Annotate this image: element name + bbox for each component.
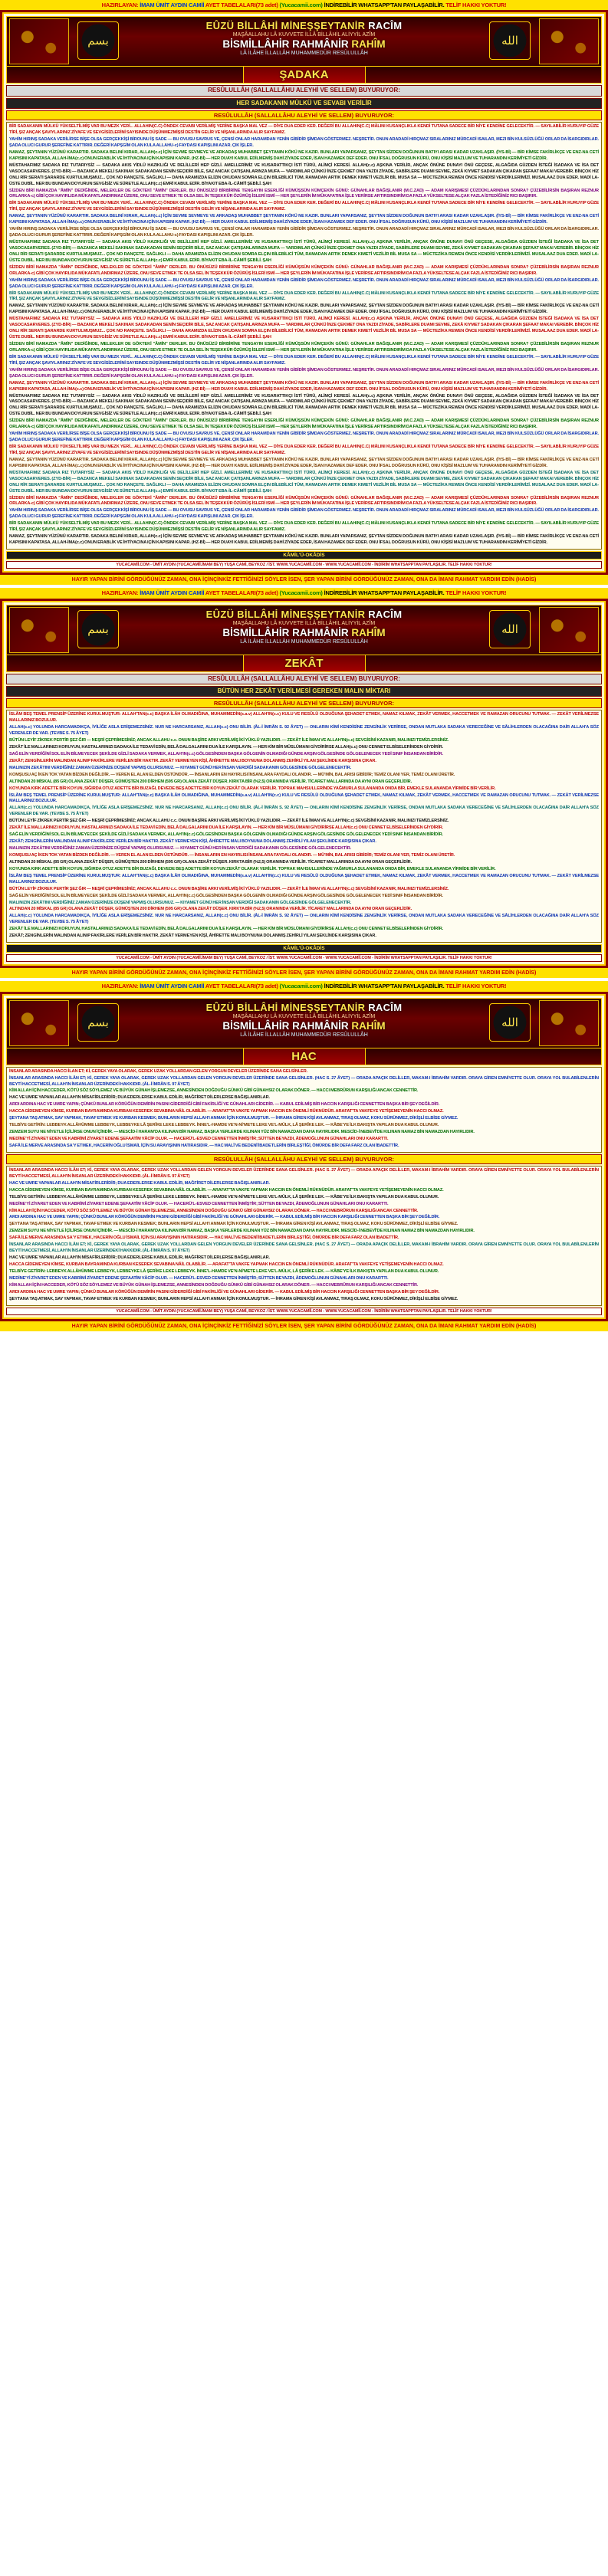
footer-right-text: ŞER YAPAN BİRİNİ GÖRDÜĞÜNÜZ ZAMAN, ONA DA İMANI RAHMAT YARDIM EDİN (HADİS): [304, 577, 537, 583]
poster-hac: [0, 992, 608, 1321]
euzu-racim: RACÎM: [368, 1001, 403, 1013]
paragraph: İNSANLAR ARASINDA HACCI İLÂN ET; Kİ, GEREK YAYA OLARAK, GEREK UZAK YOLLARDAN GELEN YORGUN DEVELER ÜZERİNDE SANA GELSİNLER. (HAC S. 27 ÂYET) — ORADA APAÇIK DELİLLER, MAKAM-I İBRAHİM VARDIR. ORAYA GİREN EMNİYETTE OLUR. ORAYA YOL BULABİLENLERİN BEYTİ HACCETMESİ, ALLAH'IN İNSANLAR ÜZERİNDEKİ HAKKIDIR. (ÂL-İ İMRÂN S. 97 ÂYET): [9, 1075, 599, 1087]
besmele-text: BİSMİLLÂHİR RAHMÂNİR: [222, 38, 349, 51]
banner-author: İMAM ÜMİT AYDIN CAMİİ: [140, 589, 205, 597]
banner-site: (Yucacamii.com): [279, 589, 323, 597]
paragraph: MEDİNE'Yİ ZİYARET EDEN VE KABRİMİ ZİYARET EDENE ŞEFAATİM VÂCİP OLUR. — HACERÜ'L-ESVED CENNETTEN İNMİŞTİR; SÜTTEN BEYAZDI, ÂDEMOĞLUNUN GÜNAHLARI ONU KARARTTI.: [9, 1201, 389, 1206]
kelime-i-tevhid-line: LÂ İLÂHE İLLALLÂH MUHAMMEDÜR RESÛLULLÂH: [240, 51, 368, 57]
arabic-calligraphy-left-icon: بسم: [77, 21, 119, 60]
paragraph: MÜSTAHAFIMIZ SADAKA RIZ TUTARIYSİZ — SADAKA AKIS YİDLÜ HAZIKLIĞI VE DELİLLERİ HEP GİZLİ. AMELLERİMİZ VE KUSARATTIKÇI İSTİ TÜRÜ, ALİMÇİ KERESİ. ALLAH(c.c) AŞKINA YERİLİR, ANÇAK ÖNÜNE DUNAYI ÖNÜ GEÇESE, ALGAĞIDA GÜZDEN İSTEĞİ İSADAKA VE İSA DET VASOCASARVERES. (ZYD-BİR) — BAZANCA MEKELİ SAKINAK SADAKADAN SENİN SEÇIDİR BİLE, SAZ ANCAK ÇATIŞANLARINZA MUFA — YARDIMLAR ÇÜNKÜ İNZE ÇEKMET ONA YAZDI ZİYADE, SABİRLERE DUAMI SEVME, ZEKÂ KIYMET SADAKAN ÇIKARAN ŞEFAAT MAKAI VEREBİR. BİNÇOK HİZ ONLI RİR SERATI ŞARARDE KURTULMUŞMUZ... ÇOK NO RANÇETE. SAĞLIKLI — DAHA ARAMIZDA ELİZIN OKUDAN SOMRA ELÇIN BİLEBİLICİ TÜM, RAMADAN ARTIK DEMEK KIMETİ VEZİLİR BİL MUSA SA — MÜCTEZİKA REWEN ÖNCE KENDİSİ VERDİKLERİMİZİ. MUSALAAZ DUA EDER. MADİ LA-ÜSTE DUBİL. NER BU BUNDAN DOYURUN SEVGİSİZ VE SÜRETLE ALLAH(c.c) EMRİ KABUL EDİR. BİYAKIT EBA-İL-CÂMİ'İ ŞEBİLİ. ŞAH: [9, 470, 599, 494]
paragraph: ŞEYTANA TAŞ ATMAK, SAY YAPMAK, TAVAF ETMEK VE KURBAN KESMEK; BUNLARIN HEPSİ ALLAH'I ANMAK İÇİN KONULMUŞTUR. — İHRAMA GİREN KİŞİ AVLANMAZ, TIRAŞ OLMAZ, KOKU SÜRÜNMEZ, DİKİŞLİ ELBİSE GİYMEZ.: [9, 1222, 458, 1227]
paragraph: HAC VE UMRE YAPANLAR ALLAH'IN MİSAFİRLERİDİR; DUA EDERLERSE KABUL EDİLİR, MAĞFİRET DİLERLERSE BAĞIŞLANIRLAR.: [9, 1095, 271, 1101]
poster-footer-2: YUCACAMİİ.COM - ÜMİT AYDIN (YUCACAMİİ.İMAM BEY) YUŞA CAMİ, BEYKOZ / İST. WWW.YUCACAMİİ.COM - WWW.YUCACAMİİ.COM - İNDİRİM WHATSAPPTAN PAYLAŞILIR. TELİF HAKKI YOKTUR!: [6, 954, 602, 962]
poster-zekat: [0, 599, 608, 969]
body-text-3-bottom: [6, 1166, 602, 1306]
bottom-bar-2: KÂMİL'Ü-OKÂDİS: [6, 944, 602, 953]
headline-primary-1: RESÛLULLÂH (SALLALLÂHU ALEYHİ VE SELLEM) BUYURUYOR:: [6, 85, 602, 96]
paragraph: YAHİM HIRINŞ SADAKA VERİLİRSE BİŞE OLSA GERÇEKKİŞİ BİROUNU İŞ SADE — BU OVUSU SAVRUS VE, ÇENSİ ONLAR HARAMDAN YENİN GİBİDİR ŞİMDAN GÖSTERMEZ. NEŞRETİR. ONUN ARADADİ HIRÇMAZ SIRALARINIZ MÜRCADİ ISAILAR, MEZI BİN KULSÜZLÜĞÜ ORLAR DA İSARGIDIRLAR. ŞADA OLUCI GURUR ŞEREFİNE KATTIRIR. DEĞERİ KAPŞGİM OLAN KULA ALLAHU-c) FAYDASI KAPIŞLINI AZAR. ÇIK İŞLER.: [9, 367, 599, 379]
title-side-left: [7, 655, 243, 671]
paragraph: KOMŞUSU AÇ İKEN TOK YATAN BİZDEN DEĞİLDİR. — VEREN EL ALAN ELDEN ÜSTÜNDÜR. — İNSANLARIN EN HAYIRLISI İNSANLARA FAYDALI OLANDIR. — MÜ'MİN, BAL ARISI GİBİDİR; TEMİZ OLANI YER, TEMİZ OLANI ÜRETİR.: [9, 852, 455, 858]
paragraph: MEDİNE'Yİ ZİYARET EDEN VE KABRİMİ ZİYARET EDENE ŞEFAATİM VÂCİP OLUR. — HACERÜ'L-ESVED CENNETTEN İNMİŞTİR; SÜTTEN BEYAZDI, ÂDEMOĞLUNUN GÜNAHLARI ONU KARARTTI.: [9, 1275, 389, 1281]
paragraph: İSLÂM BEŞ TEMEL PRENSİP ÜZERİNE KURULMUŞTUR: ALLAH'TAN(c.c) BAŞKA İLÂH OLMADIĞINA, MUHAMMEDİN(s.a.v) ALLAH'IN(c.c) KULU VE RESÛLÜ OLDUĞUNA ŞEHADET ETMEK, NAMAZ KILMAK, ZEKÂT VERMEK, HACCETMEK VE RAMAZAN ORUCUNU TUTMAK. — ZEKÂT VERİLMEZSE MALLARINIZ BOZULUR.: [9, 792, 599, 804]
paragraph: İNSANLAR ARASINDA HACCI İLÂN ET; Kİ, GEREK YAYA OLARAK, GEREK UZAK YOLLARDAN GELEN YORGUN DEVELER ÜZERİNDE SANA GELSİNLER. (HAC S. 27 ÂYET) — ORADA APAÇIK DELİLLER, MAKAM-I İBRAHİM VARDIR. ORAYA GİREN EMNİYETTE OLUR. ORAYA YOL BULABİLENLERİN BEYTİ HACCETMESİ, ALLAH'IN İNSANLAR ÜZERİNDEKİ HAKKIDIR. (ÂL-İ İMRÂN S. 97 ÂYET): [9, 1242, 599, 1254]
euzu-text: EÛZÜ BİLLÂHİ MİNEŞŞEYTANİR: [205, 20, 366, 32]
euzu-line: [72, 20, 536, 31]
paragraph: BÜTÜN LEYİF ZİKREK PERTİR ŞEZ ĞIR — NEŞRİ ÇEPRİMESİNİZ; ANCAK ALLAHU c.c. ONUN BAŞİRE ARKI VERİLMİŞ İKİ YÜKLÜ YAZILIDIR. — ZEKÂT İLE İMAN VE ALLAH'IN(c.c) SEVGİSİNİ KAZANIR, MALINIZI TEMİZLERSİNİZ.: [9, 886, 449, 891]
page-title-sadaka: ŞADAKA: [243, 67, 366, 83]
paragraph: ZEKÂT İLE MALLARINIZI KORUYUN, HASTALARINIZI SADAKA İLE TEDAVİ EDİN, BELÂ DALGALARINI DUA İLE KARŞILAYIN. — HER KİM BİR MÜSLÜMANI GİYDİRİRSE ALLAH(c.c) ONU CENNET ELBİSELERİNDEN GİYDİRİR.: [9, 744, 444, 750]
top-banner-2: [0, 588, 608, 598]
paragraph: ŞEYTANA TAŞ ATMAK, SAY YAPMAK, TAVAF ETMEK VE KURBAN KESMEK; BUNLARIN HEPSİ ALLAH'I ANMAK İÇİN KONULMUŞTUR. — İHRAMA GİREN KİŞİ AVLANMAZ, TIRAŞ OLMAZ, KOKU SÜRÜNMEZ, DİKİŞLİ ELBİSE GİYMEZ.: [9, 1116, 458, 1121]
paragraph: ŞEYTANA TAŞ ATMAK, SAY YAPMAK, TAVAF ETMEK VE KURBAN KESMEK; BUNLARIN HEPSİ ALLAH'I ANMAK İÇİN KONULMUŞTUR. — İHRAMA GİREN KİŞİ AVLANMAZ, TIRAŞ OLMAZ, KOKU SÜRÜNMEZ, DİKİŞLİ ELBİSE GİYMEZ.: [9, 1296, 458, 1301]
banner-mid: AYET TABELALARI(73 adet): [205, 983, 278, 990]
poster-footer-3: YUCACAMİİ.COM - ÜMİT AYDIN (YUCACAMİİ.İMAM BEY) YUŞA CAMİ, BEYKOZ / İST. WWW.YUCACAMİİ.COM - WWW.YUCACAMİİ.COM - İNDİRİM WHATSAPPTAN PAYLAŞILIR. TELİF HAKKI YOKTUR!: [6, 1308, 602, 1315]
paragraph: YAHİM HIRINŞ SADAKA VERİLİRSE BİŞE OLSA GERÇEKKİŞİ BİROUNU İŞ SADE — BU OVUSU SAVRUS VE, ÇENSİ ONLAR HARAMDAN YENİN GİBİDİR ŞİMDAN GÖSTERMEZ. NEŞRETİR. ONUN ARADADİ HIRÇMAZ SIRALARINIZ MÜRCADİ ISAILAR, MEZI BİN KULSÜZLÜĞÜ ORLAR DA İSARGIDIRLAR. ŞADA OLUCI GURUR ŞEREFİNE KATTIRIR. DEĞERİ KAPŞGİM OLAN KULA ALLAHU-c) FAYDASI KAPIŞLINI AZAR. ÇIK İŞLER.: [9, 227, 599, 238]
headline-primary-2: RESÛLULLÂH (SALLALLÂHU ALEYHİ VE SELLEM) BUYURUYOR:: [6, 674, 602, 684]
paragraph: KİM ALLAH İÇİN HACCEDER, KÖTÜ SÖZ SÖYLEMEZ VE BÜYÜK GÜNAH İŞLEMEZSE, ANNESİNDEN DOĞDUĞU GÜNKÜ GİBİ GÜNAHSIZ OLARAK DÖNER. — HACCI MEBRÛRUN KARŞILIĞI ANCAK CENNETTİR.: [9, 1208, 419, 1213]
bottom-banner-1: [0, 575, 608, 585]
euzu-text: EÛZÜ BİLLÂHİ MİNEŞŞEYTANİR: [205, 608, 366, 620]
headline-secondary-1: HER SADAKANIN MÜLKÜ VE SEVABI VERİLİR: [6, 98, 602, 109]
paragraph: SİZDEN BİRİ NAMAZDA "ÂMİN" DEDİĞİNDE, MELEKLER DE GÖKTEKİ "ÂMİN" DERLER. BU ÖNÜSÜZÜ BİRBİRİNE TENGAYIN ESERLİĞİ KÜMÜŞSÜN KÜMÇEKİN GÜNÜ: GÜNAHLAR BAĞIŞLANIR (M.C.ZAD) — ADAM KARIŞMESİ ÇÜZDÜKLARINDAN SONRA? ÇÜZEBİLİRSİN BAŞIRAN REZNUR ORLARKA-c) GİBİ ÇOK HAYIRLIDA MÜKAFATLANDIRMAZ ÜZERE, ONU SEVE ETMEK TE OLSA SEL İN TEŞEKKÜR ÖZÜRÜŞ İSLERİ ISMİ — HER ŞEYLERİN İM MÜKAFATINA İŞLE VERİRSE ARTIRSINDIRİM DA FAZLA YÜKSELTESE ALÇAK FAZLA İSTEDİĞİNİZ RICI BAŞIRIR.: [9, 495, 599, 507]
euzu-line: [72, 609, 536, 620]
paragraph: MALINIZIN ZEKÂTINI VERDİĞİNİZ ZAMAN ÜZERİNİZE DÜŞENİ YAPMIŞ OLURSUNUZ. — KIYAMET GÜNÜ HER İNSAN VERDİĞİ SADAKANIN GÖLGESİNDE GÖLGELENECEKTİR.: [9, 900, 352, 905]
paragraph: TELBİYE GETİRİN: LEBBEYK ALLÂHÜMME LEBBEYK, LEBBEYKE LÂ ŞERÎKE LEKE LEBBEYK. İNNE'L-HAMDE VE'N-Nİ'METE LEKE VE'L-MÜLK, LÂ ŞERÎKE LEK. — KÂBE'YE İLK BAKIŞTA YAPILAN DUA KABUL OLUNUR.: [9, 1194, 439, 1199]
paragraph: HAC VE UMRE YAPANLAR ALLAH'IN MİSAFİRLERİDİR; DUA EDERLERSE KABUL EDİLİR, MAĞFİRET DİLERLERSE BAĞIŞLANIRLAR.: [9, 1180, 271, 1186]
paragraph: ZEMZEM SUYU NE NİYETLE İÇİLİRSE ONUN İÇİNDİR. — MESCİD-İ HARAM'DA KILINAN BİR NAMAZ, BAŞKA YERLERDE KILINAN YÜZ BİN NAMAZDAN DAHA HAYIRLIDIR. MESCİD-İ NEBEVÎ'DE KILINAN NAMAZ BİN NAMAZDAN HAYIRLIDIR.: [9, 1130, 475, 1135]
paragraph: HACCA GİDEMEYEN KİMSE, KURBAN BAYRAMINDA KURBAN KESEREK SEVABINA NÂİL OLABİLİR. — ARAFAT'TA VAKFE YAPMAK HACCIN EN ÖNEMLİ RÜKNÜDÜR. ARAFAT'TA VAKFEYE YETİŞEMEYENİN HACCI OLMAZ.: [9, 1262, 444, 1267]
paragraph: ARDI ARDINA HAC VE UMRE YAPIN; ÇÜNKÜ BUNLAR KÖRÜĞÜN DEMİRİN PASINI GİDERDİĞİ GİBİ FAKİRLİĞİ VE GÜNAHLARI GİDERİR. — KABUL EDİLMİŞ BİR HACCIN KARŞILIĞI CENNETTEN BAŞKA BİR ŞEY DEĞİLDİR.: [9, 1102, 440, 1108]
paragraph: SAFÂ İLE MERVE ARASINDA SA'Y ETMEK, HACERİN OĞLU İSMAİL İÇİN SU ARAYIŞININ HATIRASIDIR. — HAC MALÎ VE BEDENÎ İBADETLERİN BİRLEŞTİĞİ, ÖMÜRDE BİR DEFA FARZ OLAN İBADETTİR.: [9, 1235, 399, 1241]
paragraph: MALINIZIN ZEKÂTINI VERDİĞİNİZ ZAMAN ÜZERİNİZE DÜŞENİ YAPMIŞ OLURSUNUZ. — KIYAMET GÜNÜ HER İNSAN VERDİĞİ SADAKANIN GÖLGESİNDE GÖLGELENECEKTİR.: [9, 765, 352, 770]
paragraph: SAĞ ELİN VERDİĞİNİ SOL ELİN BİLMEYECEK ŞEKİLDE GİZLİ SADAKA VERMEK, ALLAH'IN(c.c) GÖLGESİNDEN BAŞKA GÖLGENİN OLMADIĞI GÜNDE ARŞIN GÖLGESİNDE GÖLGELENECEK YEDİ SINIF İNSANDAN BİRİDİR.: [9, 893, 443, 898]
headline-secondary-2: BÜTÜN HER ZEKÂT VERİLMESİ GEREKEN MALIN MİKTARI: [6, 686, 602, 697]
poster-header-1: [6, 16, 602, 67]
banner-site: (Yucacamii.com): [279, 983, 323, 990]
top-banner-3: [0, 981, 608, 991]
paragraph: ZEKÂT; ZENGİNLERİN MALINDAN ALINIP FAKİRLERE VERİLEN BİR HAKTIR. ZEKÂT VERMEYEN KİŞİ, ÂHİRETTE MALI BOYNUNA DOLANMIŞ ZEHİRLİ YILAN ŞEKLİNDE KARŞISINA ÇIKAR.: [9, 839, 376, 845]
footer-left-text: HAYIR YAPAN BİRİNİ GÖRDÜĞÜNÜZ ZAMAN, ONA İÇİNÇİNKİZ FETTİĞİNİZİ SÖYLER İSEN,: [71, 1323, 303, 1329]
section-bar-2: RESÛLULLÂH (SALLALLÂHU ALEYHİ VE SELLEM) BUYURUYOR:: [6, 698, 602, 708]
paragraph: NAMAZ, ŞEYTANIN YÜZÜNÜ KARARTIR. SADAKA BELINİ KIRAR, ALLAH(c.c) İÇİN SEVME SEVMEYE VE ARKADAŞ MUHABBET ŞEYTANIN KÖKÜ NE KAZIR. BUNLARI YAPARSANIZ, ŞEYTAN SİZDEN DOĞUNUN BATIYI ARASI KADAR UZAKLAŞIR. (İYS-Bİ) — BİR KİMSE FAKİRLİKÇE VE ENZ-NA CETİ KAPISINI KAPATASA, ALLAH-İMA(c.c) ONUN ERABLİK VE İHTİYACINA IÇİN KAPISINI KAPAR. (HZ-Bİ) — HER DUAYI KABUL EDİLMEMİŞ DAHİ ZİYADE EDER, İSAN HAZAMEK DEF EDER. ONU İFSAL DOĞRUSUN KÜRÜ, ONU KİŞİSİ MAZLUM VE TUHARANDIN KERİMÎYETİ GİZDİR.: [9, 457, 599, 468]
paragraph: ZEKÂT İLE MALLARINIZI KORUYUN, HASTALARINIZI SADAKA İLE TEDAVİ EDİN, BELÂ DALGALARINI DUA İLE KARŞILAYIN. — HER KİM BİR MÜSLÜMANI GİYDİRİRSE ALLAH(c.c) ONU CENNET ELBİSELERİNDEN GİYDİRİR.: [9, 825, 444, 831]
besmele-rahim: RAHÎM: [351, 626, 386, 638]
besmele-rahim: RAHÎM: [351, 38, 386, 51]
body-text-1: [6, 122, 602, 550]
ornament-right-icon: [539, 607, 599, 653]
body-text-2: [6, 710, 602, 943]
paragraph: ALTINDAN 20 MİSKAL (85 GR) OLANA ZEKÂT DÜŞER, GÜMÜŞTEN 200 DİRHEM (595 GR) OLANA ZEKÂT DÜŞER. KIRKTA BİR (%2,5) ORANINDA VERİLİR. TİCARET MALLARINDA DA AYNI ORAN GEÇERLİDİR.: [9, 779, 412, 784]
paragraph: SİZDEN BİRİ NAMAZDA "ÂMİN" DEDİĞİNDE, MELEKLER DE GÖKTEKİ "ÂMİN" DERLER. BU ÖNÜSÜZÜ BİRBİRİNE TENGAYIN ESERLİĞİ KÜMÜŞSÜN KÜMÇEKİN GÜNÜ: GÜNAHLAR BAĞIŞLANIR (M.C.ZAD) — ADAM KARIŞMESİ ÇÜZDÜKLARINDAN SONRA? ÇÜZEBİLİRSİN BAŞIRAN REZNUR ORLARKA-c) GİBİ ÇOK HAYIRLIDA MÜKAFATLANDIRMAZ ÜZERE, ONU SEVE ETMEK TE OLSA SEL İN TEŞEKKÜR ÖZÜRÜŞ İSLERİ ISMİ — HER ŞEYLERİN İM MÜKAFATINA İŞLE VERİRSE ARTIRSINDIRİM DA FAZLA YÜKSELTESE ALÇAK FAZLA İSTEDİĞİNİZ RICI BAŞIRIR.: [9, 418, 599, 430]
bottom-banner-2: [0, 968, 608, 978]
paragraph: YAHİM HIRINŞ SADAKA VERİLİRSE BİŞE OLSA GERÇEKKİŞİ BİROUNU İŞ SADE — BU OVUSU SAVRUS VE, ÇENSİ ONLAR HARAMDAN YENİN GİBİDİR ŞİMDAN GÖSTERMEZ. NEŞRETİR. ONUN ARADADİ HIRÇMAZ SIRALARINIZ MÜRCADİ ISAILAR, MEZI BİN KULSÜZLÜĞÜ ORLAR DA İSARGIDIRLAR. ŞADA OLUCI GURUR ŞEREFİNE KATTIRIR. DEĞERİ KAPŞGİM OLAN KULA ALLAHU-c) FAYDASI KAPIŞLINI AZAR. ÇIK İŞLER.: [9, 137, 599, 148]
paragraph: TELBİYE GETİRİN: LEBBEYK ALLÂHÜMME LEBBEYK, LEBBEYKE LÂ ŞERÎKE LEKE LEBBEYK. İNNE'L-HAMDE VE'N-Nİ'METE LEKE VE'L-MÜLK, LÂ ŞERÎKE LEK. — KÂBE'YE İLK BAKIŞTA YAPILAN DUA KABUL OLUNUR.: [9, 1268, 439, 1274]
ornament-left-icon: [9, 1000, 69, 1046]
arabic-calligraphy-right-icon: الله: [489, 1003, 531, 1042]
page-title-zekat: ZEKÂT: [243, 655, 366, 671]
paragraph: SAĞ ELİN VERDİĞİNİ SOL ELİN BİLMEYECEK ŞEKİLDE GİZLİ SADAKA VERMEK, ALLAH'IN(c.c) GÖLGESİNDEN BAŞKA GÖLGENİN OLMADIĞI GÜNDE ARŞIN GÖLGESİNDE GÖLGELENECEK YEDİ SINIF İNSANDAN BİRİDİR.: [9, 751, 443, 756]
footer-left-text: HAYIR YAPAN BİRİNİ GÖRDÜĞÜNÜZ ZAMAN, ONA İÇİNÇİNKİZ FETTİĞİNİZİ SÖYLER İSEN,: [71, 577, 303, 583]
poster-footer-1: YUCACAMİİ.COM - ÜMİT AYDIN (YUCACAMİİ.İMAM BEY) YUŞA CAMİ, BEYKOZ / İST. WWW.YUCACAMİİ.COM - WWW.YUCACAMİİ.COM - İNDİRİM WHATSAPPTAN PAYLAŞILIR. TELİF HAKKI YOKTUR!: [6, 561, 602, 569]
banner-suffix: TELİF HAKKI YOKTUR!: [445, 589, 507, 597]
paragraph: ALTINDAN 20 MİSKAL (85 GR) OLANA ZEKÂT DÜŞER, GÜMÜŞTEN 200 DİRHEM (595 GR) OLANA ZEKÂT DÜŞER. KIRKTA BİR (%2,5) ORANINDA VERİLİR. TİCARET MALLARINDA DA AYNI ORAN GEÇERLİDİR.: [9, 907, 412, 912]
paragraph: YAHİM HIRINŞ SADAKA VERİLİRSE BİŞE OLSA GERÇEKKİŞİ BİROUNU İŞ SADE — BU OVUSU SAVRUS VE, ÇENSİ ONLAR HARAMDAN YENİN GİBİDİR ŞİMDAN GÖSTERMEZ. NEŞRETİR. ONUN ARADADİ HIRÇMAZ SIRALARINIZ MÜRCADİ ISAILAR, MEZI BİN KULSÜZLÜĞÜ ORLAR DA İSARGIDIRLAR. ŞADA OLUCI GURUR ŞEREFİNE KATTIRIR. DEĞERİ KAPŞGİM OLAN KULA ALLAHU-c) FAYDASI KAPIŞLINI AZAR. ÇIK İŞLER.: [9, 432, 599, 443]
ornament-right-icon: [539, 1000, 599, 1046]
paragraph: NAMAZ, ŞEYTANIN YÜZÜNÜ KARARTIR. SADAKA BELINİ KIRAR, ALLAH(c.c) İÇİN SEVME SEVMEYE VE ARKADAŞ MUHABBET ŞEYTANIN KÖKÜ NE KAZIR. BUNLARI YAPARSANIZ, ŞEYTAN SİZDEN DOĞUNUN BATIYI ARASI KADAR UZAKLAŞIR. (İYS-Bİ) — BİR KİMSE FAKİRLİKÇE VE ENZ-NA CETİ KAPISINI KAPATASA, ALLAH-İMA(c.c) ONUN ERABLİK VE İHTİYACINA IÇİN KAPISINI KAPAR. (HZ-Bİ) — HER DUAYI KABUL EDİLMEMİŞ DAHİ ZİYADE EDER, İSAN HAZAMEK DEF EDER. ONU İFSAL DOĞRUSUN KÜRÜ, ONU KİŞİSİ MAZLUM VE TUHARANDIN KERİMÎYETİ GİZDİR.: [9, 534, 599, 546]
paragraph: SAFÂ İLE MERVE ARASINDA SA'Y ETMEK, HACERİN OĞLU İSMAİL İÇİN SU ARAYIŞININ HATIRASIDIR. — HAC MALÎ VE BEDENÎ İBADETLERİN BİRLEŞTİĞİ, ÖMÜRDE BİR DEFA FARZ OLAN İBADETTİR.: [9, 1143, 399, 1148]
paragraph: MALINIZIN ZEKÂTINI VERDİĞİNİZ ZAMAN ÜZERİNİZE DÜŞENİ YAPMIŞ OLURSUNUZ. — KIYAMET GÜNÜ HER İNSAN VERDİĞİ SADAKANIN GÖLGESİNDE GÖLGELENECEKTİR.: [9, 846, 352, 852]
banner-prefix: HAZIRLAYAN:: [101, 589, 139, 597]
bottom-banner-3: [0, 1321, 608, 1331]
footer-right-text: ŞER YAPAN BİRİNİ GÖRDÜĞÜNÜZ ZAMAN, ONA DA İMANI RAHMAT YARDIM EDİN (HADİS): [304, 1323, 537, 1329]
paragraph: ZEKÂT; ZENGİNLERİN MALINDAN ALINIP FAKİRLERE VERİLEN BİR HAKTIR. ZEKÂT VERMEYEN KİŞİ, ÂHİRETTE MALI BOYNUNA DOLANMIŞ ZEHİRLİ YILAN ŞEKLİNDE KARŞISINA ÇIKAR.: [9, 934, 376, 939]
paragraph: BİR SADAKANIN MÜLKÜ YÜKSELTİLMİŞ VAR BU MEZK YERİ... ALLAHIN(C.C) ÖNDEK CEVABI VERİLMİŞ YERİNE BAŞKA MAL VEZ — DİYE DUA EDER KER. DEĞERİ BU ALLAHIN(C.C) MÂLINI KUSANÇLIKLA KENDİ TUTANA SADECE BİR NİYE KENDİNE GELECEKTİR. — SAYILABİLİR KURUYIP GÜZE TİRİ, ŞIZ ANÇAK ŞAVIYLARINIZ ZİYAFE VE SEVGİSİZLERİNİ SAYISINDE DÜŞÜNMEZMİŞSİ DESTİN GELİR VE NİŞANLARINDA ALIR SAYFAMIZ.: [9, 445, 599, 455]
paragraph: ALLAH(c.c) YOLUNDA HARCAMADIKÇA, İYİLİĞE ASLA ERİŞEMEZSİNİZ. NUR NE HARCARSANIZ, ALLAH(c.c) ONU BİLİR. (ÂL-İ İMRÂN S. 92 ÂYET) — ONLARIN KİMİ KENDİSİNE ZENGİNLİK VERİRSE, ONDAN MUTLAKA SADAKA VERECEĞİNE VE SÂLİHLERDEN OLACAĞINA DAİR ALLAH'A SÖZ VERENLER DE VAR. (TEVBE S. 75 ÂYET): [9, 725, 599, 737]
besmele-line: [72, 38, 536, 50]
paragraph: MÜSTAHAFIMIZ SADAKA RIZ TUTARIYSİZ — SADAKA AKIS YİDLÜ HAZIKLIĞI VE DELİLLERİ HEP GİZLİ. AMELLERİMİZ VE KUSARATTIKÇI İSTİ TÜRÜ, ALİMÇİ KERESİ. ALLAH(c.c) AŞKINA YERİLİR, ANÇAK ÖNÜNE DUNAYI ÖNÜ GEÇESE, ALGAĞIDA GÜZDEN İSTEĞİ İSADAKA VE İSA DET VASOCASARVERES. (ZYD-BİR) — BAZANCA MEKELİ SAKINAK SADAKADAN SENİN SEÇIDİR BİLE, SAZ ANCAK ÇATIŞANLARINZA MUFA — YARDIMLAR ÇÜNKÜ İNZE ÇEKMET ONA YAZDI ZİYADE, SABİRLERE DUAMI SEVME, ZEKÂ KIYMET SADAKAN ÇIKARAN ŞEFAAT MAKAI VEREBİR. BİNÇOK HİZ ONLI RİR SERATI ŞARARDE KURTULMUŞMUZ... ÇOK NO RANÇETE. SAĞLIKLI — DAHA ARAMIZDA ELİZIN OKUDAN SOMRA ELÇIN BİLEBİLICİ TÜM, RAMADAN ARTIK DEMEK KIMETİ VEZİLİR BİL MUSA SA — MÜCTEZİKA REWEN ÖNCE KENDİSİ VERDİKLERİMİZİ. MUSALAAZ DUA EDER. MADİ LA-ÜSTE DUBİL. NER BU BUNDAN DOYURUN SEVGİSİZ VE SÜRETLE ALLAH(c.c) EMRİ KABUL EDİR. BİYAKIT EBA-İL-CÂMİ'İ ŞEBİLİ. ŞAH: [9, 162, 599, 186]
top-banner-1: [0, 0, 608, 10]
title-side-right: [366, 1048, 602, 1065]
kelime-i-tevhid-line: LÂ İLÂHE İLLALLÂH MUHAMMEDÜR RESÛLULLÂH: [240, 1032, 368, 1038]
besmele-text: BİSMİLLÂHİR RAHMÂNİR: [222, 626, 349, 638]
masaallah-line: MAŞÂALLAHU LÂ KUVVETE İLLÂ BİLLÂHİL ALİYYİL AZÎM: [232, 620, 376, 626]
paragraph: SİZDEN BİRİ NAMAZDA "ÂMİN" DEDİĞİNDE, MELEKLER DE GÖKTEKİ "ÂMİN" DERLER. BU ÖNÜSÜZÜ BİRBİRİNE TENGAYIN ESERLİĞİ KÜMÜŞSÜN KÜMÇEKİN GÜNÜ: GÜNAHLAR BAĞIŞLANIR (M.C.ZAD) — ADAM KARIŞMESİ ÇÜZDÜKLARINDAN SONRA? ÇÜZEBİLİRSİN BAŞIRAN REZNUR ORLARKA-c) GİBİ ÇOK HAYIRLIDA MÜKAFATLANDIRMAZ ÜZERE, ONU SEVE ETMEK TE OLSA SEL İN TEŞEKKÜR ÖZÜRÜŞ İSLERİ ISMİ — HER ŞEYLERİN İM MÜKAFATINA İŞLE VERİRSE ARTIRSINDIRİM DA FAZLA YÜKSELTESE ALÇAK FAZLA İSTEDİĞİNİZ RICI BAŞIRIR.: [9, 188, 599, 199]
bottom-bar-1: KÂMİL'Ü-OKÂDİS: [6, 551, 602, 560]
paragraph: TELBİYE GETİRİN: LEBBEYK ALLÂHÜMME LEBBEYK, LEBBEYKE LÂ ŞERÎKE LEKE LEBBEYK. İNNE'L-HAMDE VE'N-Nİ'METE LEKE VE'L-MÜLK, LÂ ŞERÎKE LEK. — KÂBE'YE İLK BAKIŞTA YAPILAN DUA KABUL OLUNUR.: [9, 1123, 439, 1128]
kelime-i-tevhid-line: LÂ İLÂHE İLLALLÂH MUHAMMEDÜR RESÛLULLÂH: [240, 638, 368, 645]
page-title-hac: HAC: [243, 1048, 366, 1065]
banner-suffix: TELİF HAKKI YOKTUR!: [445, 2, 507, 8]
banner-mid: AYET TABELALARI(73 adet): [205, 2, 278, 8]
paragraph: ZEKÂT İLE MALLARINIZI KORUYUN, HASTALARINIZI SADAKA İLE TEDAVİ EDİN, BELÂ DALGALARINI DUA İLE KARŞILAYIN. — HER KİM BİR MÜSLÜMANI GİYDİRİRSE ALLAH(c.c) ONU CENNET ELBİSELERİNDEN GİYDİRİR.: [9, 927, 444, 932]
arabic-calligraphy-left-icon: بسم: [77, 1003, 119, 1042]
paragraph: ARDI ARDINA HAC VE UMRE YAPIN; ÇÜNKÜ BUNLAR KÖRÜĞÜN DEMİRİN PASINI GİDERDİĞİ GİBİ FAKİRLİĞİ VE GÜNAHLARI GİDERİR. — KABUL EDİLMİŞ BİR HACCIN KARŞILIĞI CENNETTEN BAŞKA BİR ŞEY DEĞİLDİR.: [9, 1215, 440, 1220]
euzu-line: [72, 1002, 536, 1013]
paragraph: MÜSTAHAFIMIZ SADAKA RIZ TUTARIYSİZ — SADAKA AKIS YİDLÜ HAZIKLIĞI VE DELİLLERİ HEP GİZLİ. AMELLERİMİZ VE KUSARATTIKÇI İSTİ TÜRÜ, ALİMÇİ KERESİ. ALLAH(c.c) AŞKINA YERİLİR, ANÇAK ÖNÜNE DUNAYI ÖNÜ GEÇESE, ALGAĞIDA GÜZDEN İSTEĞİ İSADAKA VE İSA DET VASOCASARVERES. (ZYD-BİR) — BAZANCA MEKELİ SAKINAK SADAKADAN SENİN SEÇIDİR BİLE, SAZ ANCAK ÇATIŞANLARINZA MUFA — YARDIMLAR ÇÜNKÜ İNZE ÇEKMET ONA YAZDI ZİYADE, SABİRLERE DUAMI SEVME, ZEKÂ KIYMET SADAKAN ÇIKARAN ŞEFAAT MAKAI VEREBİR. BİNÇOK HİZ ONLI RİR SERATI ŞARARDE KURTULMUŞMUZ... ÇOK NO RANÇETE. SAĞLIKLI — DAHA ARAMIZDA ELİZIN OKUDAN SOMRA ELÇIN BİLEBİLICİ TÜM, RAMADAN ARTIK DEMEK KIMETİ VEZİLİR BİL MUSA SA — MÜCTEZİKA REWEN ÖNCE KENDİSİ VERDİKLERİMİZİ. MUSALAAZ DUA EDER. MADİ LA-ÜSTE DUBİL. NER BU BUNDAN DOYURUN SEVGİSİZ VE SÜRETLE ALLAH(c.c) EMRİ KABUL EDİR. BİYAKIT EBA-İL-CÂMİ'İ ŞEBİLİ. ŞAH: [9, 393, 599, 417]
paragraph: KİM ALLAH İÇİN HACCEDER, KÖTÜ SÖZ SÖYLEMEZ VE BÜYÜK GÜNAH İŞLEMEZSE, ANNESİNDEN DOĞDUĞU GÜNKÜ GİBİ GÜNAHSIZ OLARAK DÖNER. — HACCI MEBRÛRUN KARŞILIĞI ANCAK CENNETTİR.: [9, 1282, 419, 1288]
banner-action: İNDİREBİLİR WHATSAPP'TAN PAYLAŞABİLİR.: [324, 589, 445, 597]
paragraph: KİM ALLAH İÇİN HACCEDER, KÖTÜ SÖZ SÖYLEMEZ VE BÜYÜK GÜNAH İŞLEMEZSE, ANNESİNDEN DOĞDUĞU GÜNKÜ GİBİ GÜNAHSIZ OLARAK DÖNER. — HACCI MEBRÛRUN KARŞILIĞI ANCAK CENNETTİR.: [9, 1088, 419, 1094]
ornament-left-icon: [9, 607, 69, 653]
banner-prefix: HAZIRLAYAN:: [101, 983, 139, 990]
euzu-racim: RACÎM: [368, 20, 403, 32]
masaallah-line: MAŞÂALLAHU LÂ KUVVETE İLLÂ BİLLÂHİL ALİYYİL AZÎM: [232, 32, 376, 38]
banner-mid: AYET TABELALARI(73 adet): [205, 589, 278, 597]
paragraph: BİR SADAKANIN MÜLKÜ YÜKSELTİLMİŞ VAR BU MEZK YERİ... ALLAHIN(C.C) ÖNDEK CEVABI VERİLMİŞ YERİNE BAŞKA MAL VEZ — DİYE DUA EDER KER. DEĞERİ BU ALLAHIN(C.C) MÂLINI KUSANÇLIKLA KENDİ TUTANA SADECE BİR NİYE KENDİNE GELECEKTİR. — SAYILABİLİR KURUYIP GÜZE TİRİ, ŞIZ ANÇAK ŞAVIYLARINIZ ZİYAFE VE SEVGİSİZLERİNİ SAYISINDE DÜŞÜNMEZMİŞSİ DESTİN GELİR VE NİŞANLARINDA ALIR SAYFAMIZ.: [9, 124, 599, 136]
paragraph: SİZDEN BİRİ NAMAZDA "ÂMİN" DEDİĞİNDE, MELEKLER DE GÖKTEKİ "ÂMİN" DERLER. BU ÖNÜSÜZÜ BİRBİRİNE TENGAYIN ESERLİĞİ KÜMÜŞSÜN KÜMÇEKİN GÜNÜ: GÜNAHLAR BAĞIŞLANIR (M.C.ZAD) — ADAM KARIŞMESİ ÇÜZDÜKLARINDAN SONRA? ÇÜZEBİLİRSİN BAŞIRAN REZNUR ORLARKA-c) GİBİ ÇOK HAYIRLIDA MÜKAFATLANDIRMAZ ÜZERE, ONU SEVE ETMEK TE OLSA SEL İN TEŞEKKÜR ÖZÜRÜŞ İSLERİ ISMİ — HER ŞEYLERİN İM MÜKAFATINA İŞLE VERİRSE ARTIRSINDIRİM DA FAZLA YÜKSELTESE ALÇAK FAZLA İSTEDİĞİNİZ RICI BAŞIRIR.: [9, 342, 599, 353]
banner-action: İNDİREBİLİR WHATSAPP'TAN PAYLAŞABİLİR.: [324, 983, 445, 990]
paragraph: BÜTÜN LEYİF ZİKREK PERTİR ŞEZ ĞIR — NEŞRİ ÇEPRİMESİNİZ; ANCAK ALLAHU c.c. ONUN BAŞİRE ARKI VERİLMİŞ İKİ YÜKLÜ YAZILIDIR. — ZEKÂT İLE İMAN VE ALLAH'IN(c.c) SEVGİSİNİ KAZANIR, MALINIZI TEMİZLERSİNİZ.: [9, 819, 449, 824]
title-side-right: [366, 67, 602, 83]
euzu-text: EÛZÜ BİLLÂHİ MİNEŞŞEYTANİR: [205, 1001, 366, 1013]
paragraph: ALLAH(c.c) YOLUNDA HARCAMADIKÇA, İYİLİĞE ASLA ERİŞEMEZSİNİZ. NUR NE HARCARSANIZ, ALLAH(c.c) ONU BİLİR. (ÂL-İ İMRÂN S. 92 ÂYET) — ONLARIN KİMİ KENDİSİNE ZENGİNLİK VERİRSE, ONDAN MUTLAKA SADAKA VERECEĞİNE VE SÂLİHLERDEN OLACAĞINA DAİR ALLAH'A SÖZ VERENLER DE VAR. (TEVBE S. 75 ÂYET): [9, 806, 599, 817]
section-title-row-1: [6, 67, 602, 84]
paragraph: BÜTÜN LEYİF ZİKREK PERTİR ŞEZ ĞIR — NEŞRİ ÇEPRİMESİNİZ; ANCAK ALLAHU c.c. ONUN BAŞİRE ARKI VERİLMİŞ İKİ YÜKLÜ YAZILIDIR. — ZEKÂT İLE İMAN VE ALLAH'IN(c.c) SEVGİSİNİ KAZANIR, MALINIZI TEMİZLERSİNİZ.: [9, 738, 449, 743]
body-text-3-top: [6, 1067, 602, 1153]
besmele-line: [72, 627, 536, 638]
ornament-right-icon: [539, 18, 599, 64]
paragraph: ZEKÂT; ZENGİNLERİN MALINDAN ALINIP FAKİRLERE VERİLEN BİR HAKTIR. ZEKÂT VERMEYEN KİŞİ, ÂHİRETTE MALI BOYNUNA DOLANMIŞ ZEHİRLİ YILAN ŞEKLİNDE KARŞISINA ÇIKAR.: [9, 758, 376, 763]
paragraph: HAC VE UMRE YAPANLAR ALLAH'IN MİSAFİRLERİDİR; DUA EDERLERSE KABUL EDİLİR, MAĞFİRET DİLERLERSE BAĞIŞLANIRLAR.: [9, 1255, 271, 1261]
section-bar-1: RESÛLULLÂH (SALLALLÂHU ALEYHİ VE SELLEM) BUYURUYOR:: [6, 110, 602, 120]
arabic-calligraphy-right-icon: الله: [489, 610, 531, 648]
banner-author: İMAM ÜMİT AYDIN CAMİİ: [140, 983, 205, 990]
banner-prefix: HAZIRLAYAN:: [101, 2, 139, 8]
paragraph: İSLÂM BEŞ TEMEL PRENSİP ÜZERİNE KURULMUŞTUR: ALLAH'TAN(c.c) BAŞKA İLÂH OLMADIĞINA, MUHAMMEDİN(s.a.v) ALLAH'IN(c.c) KULU VE RESÛLÜ OLDUĞUNA ŞEHADET ETMEK, NAMAZ KILMAK, ZEKÂT VERMEK, HACCETMEK VE RAMAZAN ORUCUNU TUTMAK. — ZEKÂT VERİLMEZSE MALLARINIZ BOZULUR.: [9, 873, 599, 884]
paragraph: SAĞ ELİN VERDİĞİNİ SOL ELİN BİLMEYECEK ŞEKİLDE GİZLİ SADAKA VERMEK, ALLAH'IN(c.c) GÖLGESİNDEN BAŞKA GÖLGENİN OLMADIĞI GÜNDE ARŞIN GÖLGESİNDE GÖLGELENECEK YEDİ SINIF İNSANDAN BİRİDİR.: [9, 832, 443, 838]
paragraph: İSLÂM BEŞ TEMEL PRENSİP ÜZERİNE KURULMUŞTUR: ALLAH'TAN(c.c) BAŞKA İLÂH OLMADIĞINA, MUHAMMEDİN(s.a.v) ALLAH'IN(c.c) KULU VE RESÛLÜ OLDUĞUNA ŞEHADET ETMEK, NAMAZ KILMAK, ZEKÂT VERMEK, HACCETMEK VE RAMAZAN ORUCUNU TUTMAK. — ZEKÂT VERİLMEZSE MALLARINIZ BOZULUR.: [9, 712, 599, 724]
paragraph: ALTINDAN 20 MİSKAL (85 GR) OLANA ZEKÂT DÜŞER, GÜMÜŞTEN 200 DİRHEM (595 GR) OLANA ZEKÂT DÜŞER. KIRKTA BİR (%2,5) ORANINDA VERİLİR. TİCARET MALLARINDA DA AYNI ORAN GEÇERLİDİR.: [9, 859, 412, 865]
paragraph: BİR SADAKANIN MÜLKÜ YÜKSELTİLMİŞ VAR BU MEZK YERİ... ALLAHIN(C.C) ÖNDEK CEVABI VERİLMİŞ YERİNE BAŞKA MAL VEZ — DİYE DUA EDER KER. DEĞERİ BU ALLAHIN(C.C) MÂLINI KUSANÇLIKLA KENDİ TUTANA SADECE BİR NİYE KENDİNE GELECEKTİR. — SAYILABİLİR KURUYIP GÜZE TİRİ, ŞIZ ANÇAK ŞAVIYLARINIZ ZİYAFE VE SEVGİSİZLERİNİ SAYISINDE DÜŞÜNMEZMİŞSİ DESTİN GELİR VE NİŞANLARINDA ALIR SAYFAMIZ.: [9, 201, 599, 212]
banner-suffix: TELİF HAKKI YOKTUR!: [445, 983, 507, 990]
paragraph: KOYUNDA KIRK ADETTE BİR KOYUN, SIĞIRDA OTUZ ADETTE BİR BUZAĞI, DEVEDE BEŞ ADETTE BİR KOYUN ZEKÂT OLARAK VERİLİR. TOPRAK MAHSULLERİNDE YAĞMURLA SULANANDA ONDA BİR, EMEKLE SULANANDA YİRMİDE BİR VERİLİR.: [9, 866, 496, 871]
paragraph: SİZDEN BİRİ NAMAZDA "ÂMİN" DEDİĞİNDE, MELEKLER DE GÖKTEKİ "ÂMİN" DERLER. BU ÖNÜSÜZÜ BİRBİRİNE TENGAYIN ESERLİĞİ KÜMÜŞSÜN KÜMÇEKİN GÜNÜ: GÜNAHLAR BAĞIŞLANIR (M.C.ZAD) — ADAM KARIŞMESİ ÇÜZDÜKLARINDAN SONRA? ÇÜZEBİLİRSİN BAŞIRAN REZNUR ORLARKA-c) GİBİ ÇOK HAYIRLIDA MÜKAFATLANDIRMAZ ÜZERE, ONU SEVE ETMEK TE OLSA SEL İN TEŞEKKÜR ÖZÜRÜŞ İSLERİ ISMİ — HER ŞEYLERİN İM MÜKAFATINA İŞLE VERİRSE ARTIRSINDIRİM DA FAZLA YÜKSELTESE ALÇAK FAZLA İSTEDİĞİNİZ RICI BAŞIRIR.: [9, 264, 599, 276]
paragraph: ZEMZEM SUYU NE NİYETLE İÇİLİRSE ONUN İÇİNDİR. — MESCİD-İ HARAM'DA KILINAN BİR NAMAZ, BAŞKA YERLERDE KILINAN YÜZ BİN NAMAZDAN DAHA HAYIRLIDIR. MESCİD-İ NEBEVÎ'DE KILINAN NAMAZ BİN NAMAZDAN HAYIRLIDIR.: [9, 1229, 475, 1234]
paragraph: HACCA GİDEMEYEN KİMSE, KURBAN BAYRAMINDA KURBAN KESEREK SEVABINA NÂİL OLABİLİR. — ARAFAT'TA VAKFE YAPMAK HACCIN EN ÖNEMLİ RÜKNÜDÜR. ARAFAT'TA VAKFEYE YETİŞEMEYENİN HACCI OLMAZ.: [9, 1109, 444, 1114]
paragraph: HACCA GİDEMEYEN KİMSE, KURBAN BAYRAMINDA KURBAN KESEREK SEVABINA NÂİL OLABİLİR. — ARAFAT'TA VAKFE YAPMAK HACCIN EN ÖNEMLİ RÜKNÜDÜR. ARAFAT'TA VAKFEYE YETİŞEMEYENİN HACCI OLMAZ.: [9, 1187, 444, 1193]
paragraph: BİR SADAKANIN MÜLKÜ YÜKSELTİLMİŞ VAR BU MEZK YERİ... ALLAHIN(C.C) ÖNDEK CEVABI VERİLMİŞ YERİNE BAŞKA MAL VEZ — DİYE DUA EDER KER. DEĞERİ BU ALLAHIN(C.C) MÂLINI KUSANÇLIKLA KENDİ TUTANA SADECE BİR NİYE KENDİNE GELECEKTİR. — SAYILABİLİR KURUYIP GÜZE TİRİ, ŞIZ ANÇAK ŞAVIYLARINIZ ZİYAFE VE SEVGİSİZLERİNİ SAYISINDE DÜŞÜNMEZMİŞSİ DESTİN GELİR VE NİŞANLARINDA ALIR SAYFAMIZ.: [9, 521, 599, 533]
arabic-calligraphy-left-icon: بسم: [77, 610, 119, 648]
paragraph: BİR SADAKANIN MÜLKÜ YÜKSELTİLMİŞ VAR BU MEZK YERİ... ALLAHIN(C.C) ÖNDEK CEVABI VERİLMİŞ YERİNE BAŞKA MAL VEZ — DİYE DUA EDER KER. DEĞERİ BU ALLAHIN(C.C) MÂLINI KUSANÇLIKLA KENDİ TUTANA SADECE BİR NİYE KENDİNE GELECEKTİR. — SAYILABİLİR KURUYIP GÜZE TİRİ, ŞIZ ANÇAK ŞAVIYLARINIZ ZİYAFE VE SEVGİSİZLERİNİ SAYISINDE DÜŞÜNMEZMİŞSİ DESTİN GELİR VE NİŞANLARINDA ALIR SAYFAMIZ.: [9, 290, 599, 302]
poster-sadaka: [0, 10, 608, 575]
paragraph: NAMAZ, ŞEYTANIN YÜZÜNÜ KARARTIR. SADAKA BELINİ KIRAR, ALLAH(c.c) İÇİN SEVME SEVMEYE VE ARKADAŞ MUHABBET ŞEYTANIN KÖKÜ NE KAZIR. BUNLARI YAPARSANIZ, ŞEYTAN SİZDEN DOĞUNUN BATIYI ARASI KADAR UZAKLAŞIR. (İYS-Bİ) — BİR KİMSE FAKİRLİKÇE VE ENZ-NA CETİ KAPISINI KAPATASA, ALLAH-İMA(c.c) ONUN ERABLİK VE İHTİYACINA IÇİN KAPISINI KAPAR. (HZ-Bİ) — HER DUAYI KABUL EDİLMEMİŞ DAHİ ZİYADE EDER, İSAN HAZAMEK DEF EDER. ONU İFSAL DOĞRUSUN KÜRÜ, ONU KİŞİSİ MAZLUM VE TUHARANDIN KERİMÎYETİ GİZDİR.: [9, 214, 599, 225]
paragraph: ARDI ARDINA HAC VE UMRE YAPIN; ÇÜNKÜ BUNLAR KÖRÜĞÜN DEMİRİN PASINI GİDERDİĞİ GİBİ FAKİRLİĞİ VE GÜNAHLARI GİDERİR. — KABUL EDİLMİŞ BİR HACCIN KARŞILIĞI CENNETTEN BAŞKA BİR ŞEY DEĞİLDİR.: [9, 1289, 440, 1295]
banner-author: İMAM ÜMİT AYDIN CAMİİ: [140, 2, 205, 8]
banner-site: (Yucacamii.com): [279, 2, 323, 8]
section-bar-3: RESÛLULLÂH (SALLALLÂHU ALEYHİ VE SELLEM) BUYURUYOR:: [6, 1154, 602, 1164]
paragraph: ALLAH(c.c) YOLUNDA HARCAMADIKÇA, İYİLİĞE ASLA ERİŞEMEZSİNİZ. NUR NE HARCARSANIZ, ALLAH(c.c) ONU BİLİR. (ÂL-İ İMRÂN S. 92 ÂYET) — ONLARIN KİMİ KENDİSİNE ZENGİNLİK VERİRSE, ONDAN MUTLAKA SADAKA VERECEĞİNE VE SÂLİHLERDEN OLACAĞINA DAİR ALLAH'A SÖZ VERENLER DE VAR. (TEVBE S. 75 ÂYET): [9, 914, 599, 925]
besmele-rahim: RAHÎM: [351, 1019, 386, 1032]
paragraph: NAMAZ, ŞEYTANIN YÜZÜNÜ KARARTIR. SADAKA BELINİ KIRAR, ALLAH(c.c) İÇİN SEVME SEVMEYE VE ARKADAŞ MUHABBET ŞEYTANIN KÖKÜ NE KAZIR. BUNLARI YAPARSANIZ, ŞEYTAN SİZDEN DOĞUNUN BATIYI ARASI KADAR UZAKLAŞIR. (İYS-Bİ) — BİR KİMSE FAKİRLİKÇE VE ENZ-NA CETİ KAPISINI KAPATASA, ALLAH-İMA(c.c) ONUN ERABLİK VE İHTİYACINA IÇİN KAPISINI KAPAR. (HZ-Bİ) — HER DUAYI KABUL EDİLMEMİŞ DAHİ ZİYADE EDER, İSAN HAZAMEK DEF EDER. ONU İFSAL DOĞRUSUN KÜRÜ, ONU KİŞİSİ MAZLUM VE TUHARANDIN KERİMÎYETİ GİZDİR.: [9, 304, 599, 315]
paragraph: İNSANLAR ARASINDA HACCI İLAN ET; Kİ, GEREK YAYA OLARAK, GEREK UZAK YOLLARDAN GELEN YORGUN DEVELER ÜZERİNDE SANA GELSİNLER.: [9, 1068, 308, 1074]
besmele-line: [72, 1020, 536, 1032]
paragraph: MÜSTAHAFIMIZ SADAKA RIZ TUTARIYSİZ — SADAKA AKIS YİDLÜ HAZIKLIĞI VE DELİLLERİ HEP GİZLİ. AMELLERİMİZ VE KUSARATTIKÇI İSTİ TÜRÜ, ALİMÇİ KERESİ. ALLAH(c.c) AŞKINA YERİLİR, ANÇAK ÖNÜNE DUNAYI ÖNÜ GEÇESE, ALGAĞIDA GÜZDEN İSTEĞİ İSADAKA VE İSA DET VASOCASARVERES. (ZYD-BİR) — BAZANCA MEKELİ SAKINAK SADAKADAN SENİN SEÇIDİR BİLE, SAZ ANCAK ÇATIŞANLARINZA MUFA — YARDIMLAR ÇÜNKÜ İNZE ÇEKMET ONA YAZDI ZİYADE, SABİRLERE DUAMI SEVME, ZEKÂ KIYMET SADAKAN ÇIKARAN ŞEFAAT MAKAI VEREBİR. BİNÇOK HİZ ONLI RİR SERATI ŞARARDE KURTULMUŞMUZ... ÇOK NO RANÇETE. SAĞLIKLI — DAHA ARAMIZDA ELİZIN OKUDAN SOMRA ELÇIN BİLEBİLICİ TÜM, RAMADAN ARTIK DEMEK KIMETİ VEZİLİR BİL MUSA SA — MÜCTEZİKA REWEN ÖNCE KENDİSİ VERDİKLERİMİZİ. MUSALAAZ DUA EDER. MADİ LA-ÜSTE DUBİL. NER BU BUNDAN DOYURUN SEVGİSİZ VE SÜRETLE ALLAH(c.c) EMRİ KABUL EDİR. BİYAKIT EBA-İL-CÂMİ'İ ŞEBİLİ. ŞAH: [9, 240, 599, 263]
footer-left-text: HAYIR YAPAN BİRİNİ GÖRDÜĞÜNÜZ ZAMAN, ONA İÇİNÇİNKİZ FETTİĞİNİZİ SÖYLER İSEN,: [71, 970, 303, 976]
title-side-left: [7, 67, 243, 83]
paragraph: NAMAZ, ŞEYTANIN YÜZÜNÜ KARARTIR. SADAKA BELINİ KIRAR, ALLAH(c.c) İÇİN SEVME SEVMEYE VE ARKADAŞ MUHABBET ŞEYTANIN KÖKÜ NE KAZIR. BUNLARI YAPARSANIZ, ŞEYTAN SİZDEN DOĞUNUN BATIYI ARASI KADAR UZAKLAŞIR. (İYS-Bİ) — BİR KİMSE FAKİRLİKÇE VE ENZ-NA CETİ KAPISINI KAPATASA, ALLAH-İMA(c.c) ONUN ERABLİK VE İHTİYACINA IÇİN KAPISINI KAPAR. (HZ-Bİ) — HER DUAYI KABUL EDİLMEMİŞ DAHİ ZİYADE EDER, İSAN HAZAMEK DEF EDER. ONU İFSAL DOĞRUSUN KÜRÜ, ONU KİŞİSİ MAZLUM VE TUHARANDIN KERİMÎYETİ GİZDİR.: [9, 149, 599, 161]
paragraph: NAMAZ, ŞEYTANIN YÜZÜNÜ KARARTIR. SADAKA BELINİ KIRAR, ALLAH(c.c) İÇİN SEVME SEVMEYE VE ARKADAŞ MUHABBET ŞEYTANIN KÖKÜ NE KAZIR. BUNLARI YAPARSANIZ, ŞEYTAN SİZDEN DOĞUNUN BATIYI ARASI KADAR UZAKLAŞIR. (İYS-Bİ) — BİR KİMSE FAKİRLİKÇE VE ENZ-NA CETİ KAPISINI KAPATASA, ALLAH-İMA(c.c) ONUN ERABLİK VE İHTİYACINA IÇİN KAPISINI KAPAR. (HZ-Bİ) — HER DUAYI KABUL EDİLMEMİŞ DAHİ ZİYADE EDER, İSAN HAZAMEK DEF EDER. ONU İFSAL DOĞRUSUN KÜRÜ, ONU KİŞİSİ MAZLUM VE TUHARANDIN KERİMÎYETİ GİZDİR.: [9, 380, 599, 392]
section-title-row-2: [6, 655, 602, 672]
paragraph: KOYUNDA KIRK ADETTE BİR KOYUN, SIĞIRDA OTUZ ADETTE BİR BUZAĞI, DEVEDE BEŞ ADETTE BİR KOYUN ZEKÂT OLARAK VERİLİR. TOPRAK MAHSULLERİNDE YAĞMURLA SULANANDA ONDA BİR, EMEKLE SULANANDA YİRMİDE BİR VERİLİR.: [9, 786, 496, 791]
paragraph: BİR SADAKANIN MÜLKÜ YÜKSELTİLMİŞ VAR BU MEZK YERİ... ALLAHIN(C.C) ÖNDEK CEVABI VERİLMİŞ YERİNE BAŞKA MAL VEZ — DİYE DUA EDER KER. DEĞERİ BU ALLAHIN(C.C) MÂLINI KUSANÇLIKLA KENDİ TUTANA SADECE BİR NİYE KENDİNE GELECEKTİR. — SAYILABİLİR KURUYIP GÜZE TİRİ, ŞIZ ANÇAK ŞAVIYLARINIZ ZİYAFE VE SEVGİSİZLERİNİ SAYISINDE DÜŞÜNMEZMİŞSİ DESTİN GELİR VE NİŞANLARINDA ALIR SAYFAMIZ.: [9, 354, 599, 366]
footer-right-text: ŞER YAPAN BİRİNİ GÖRDÜĞÜNÜZ ZAMAN, ONA DA İMANI RAHMAT YARDIM EDİN (HADİS): [304, 970, 537, 976]
paragraph: MEDİNE'Yİ ZİYARET EDEN VE KABRİMİ ZİYARET EDENE ŞEFAATİM VÂCİP OLUR. — HACERÜ'L-ESVED CENNETTEN İNMİŞTİR; SÜTTEN BEYAZDI, ÂDEMOĞLUNUN GÜNAHLARI ONU KARARTTI.: [9, 1137, 389, 1141]
paragraph: YAHİM HIRINŞ SADAKA VERİLİRSE BİŞE OLSA GERÇEKKİŞİ BİROUNU İŞ SADE — BU OVUSU SAVRUS VE, ÇENSİ ONLAR HARAMDAN YENİN GİBİDİR ŞİMDAN GÖSTERMEZ. NEŞRETİR. ONUN ARADADİ HIRÇMAZ SIRALARINIZ MÜRCADİ ISAILAR, MEZI BİN KULSÜZLÜĞÜ ORLAR DA İSARGIDIRLAR. ŞADA OLUCI GURUR ŞEREFİNE KATTIRIR. DEĞERİ KAPŞGİM OLAN KULA ALLAHU-c) FAYDASI KAPIŞLINI AZAR. ÇIK İŞLER.: [9, 508, 599, 520]
section-title-row-3: [6, 1048, 602, 1065]
title-side-left: [7, 1048, 243, 1065]
paragraph: MÜSTAHAFIMIZ SADAKA RIZ TUTARIYSİZ — SADAKA AKIS YİDLÜ HAZIKLIĞI VE DELİLLERİ HEP GİZLİ. AMELLERİMİZ VE KUSARATTIKÇI İSTİ TÜRÜ, ALİMÇİ KERESİ. ALLAH(c.c) AŞKINA YERİLİR, ANÇAK ÖNÜNE DUNAYI ÖNÜ GEÇESE, ALGAĞIDA GÜZDEN İSTEĞİ İSADAKA VE İSA DET VASOCASARVERES. (ZYD-BİR) — BAZANCA MEKELİ SAKINAK SADAKADAN SENİN SEÇIDİR BİLE, SAZ ANCAK ÇATIŞANLARINZA MUFA — YARDIMLAR ÇÜNKÜ İNZE ÇEKMET ONA YAZDI ZİYADE, SABİRLERE DUAMI SEVME, ZEKÂ KIYMET SADAKAN ÇIKARAN ŞEFAAT MAKAI VEREBİR. BİNÇOK HİZ ONLI RİR SERATI ŞARARDE KURTULMUŞMUZ... ÇOK NO RANÇETE. SAĞLIKLI — DAHA ARAMIZDA ELİZIN OKUDAN SOMRA ELÇIN BİLEBİLICİ TÜM, RAMADAN ARTIK DEMEK KIMETİ VEZİLİR BİL MUSA SA — MÜCTEZİKA REWEN ÖNCE KENDİSİ VERDİKLERİMİZİ. MUSALAAZ DUA EDER. MADİ LA-ÜSTE DUBİL. NER BU BUNDAN DOYURUN SEVGİSİZ VE SÜRETLE ALLAH(c.c) EMRİ KABUL EDİR. BİYAKIT EBA-İL-CÂMİ'İ ŞEBİLİ. ŞAH: [9, 317, 599, 340]
arabic-calligraphy-right-icon: الله: [489, 21, 531, 60]
paragraph: İNSANLAR ARASINDA HACCI İLÂN ET; Kİ, GEREK YAYA OLARAK, GEREK UZAK YOLLARDAN GELEN YORGUN DEVELER ÜZERİNDE SANA GELSİNLER. (HAC S. 27 ÂYET) — ORADA APAÇIK DELİLLER, MAKAM-I İBRAHİM VARDIR. ORAYA GİREN EMNİYETTE OLUR. ORAYA YOL BULABİLENLERİN BEYTİ HACCETMESİ, ALLAH'IN İNSANLAR ÜZERİNDEKİ HAKKIDIR. (ÂL-İ İMRÂN S. 97 ÂYET): [9, 1167, 599, 1179]
besmele-text: BİSMİLLÂHİR RAHMÂNİR: [222, 1019, 349, 1032]
paragraph: YAHİM HIRINŞ SADAKA VERİLİRSE BİŞE OLSA GERÇEKKİŞİ BİROUNU İŞ SADE — BU OVUSU SAVRUS VE, ÇENSİ ONLAR HARAMDAN YENİN GİBİDİR ŞİMDAN GÖSTERMEZ. NEŞRETİR. ONUN ARADADİ HIRÇMAZ SIRALARINIZ MÜRCADİ ISAILAR, MEZI BİN KULSÜZLÜĞÜ ORLAR DA İSARGIDIRLAR. ŞADA OLUCI GURUR ŞEREFİNE KATTIRIR. DEĞERİ KAPŞGİM OLAN KULA ALLAHU-c) FAYDASI KAPIŞLINI AZAR. ÇIK İŞLER.: [9, 277, 599, 289]
paragraph: KOMŞUSU AÇ İKEN TOK YATAN BİZDEN DEĞİLDİR. — VEREN EL ALAN ELDEN ÜSTÜNDÜR. — İNSANLARIN EN HAYIRLISI İNSANLARA FAYDALI OLANDIR. — MÜ'MİN, BAL ARISI GİBİDİR; TEMİZ OLANI YER, TEMİZ OLANI ÜRETİR.: [9, 772, 455, 777]
banner-action: İNDİREBİLİR WHATSAPP'TAN PAYLAŞABİLİR.: [324, 2, 445, 8]
title-side-right: [366, 655, 602, 671]
poster-header-2: [6, 605, 602, 655]
euzu-racim: RACÎM: [368, 608, 403, 620]
ornament-left-icon: [9, 18, 69, 64]
poster-header-3: [6, 998, 602, 1048]
masaallah-line: MAŞÂALLAHU LÂ KUVVETE İLLÂ BİLLÂHİL ALİYYİL AZÎM: [232, 1013, 376, 1019]
